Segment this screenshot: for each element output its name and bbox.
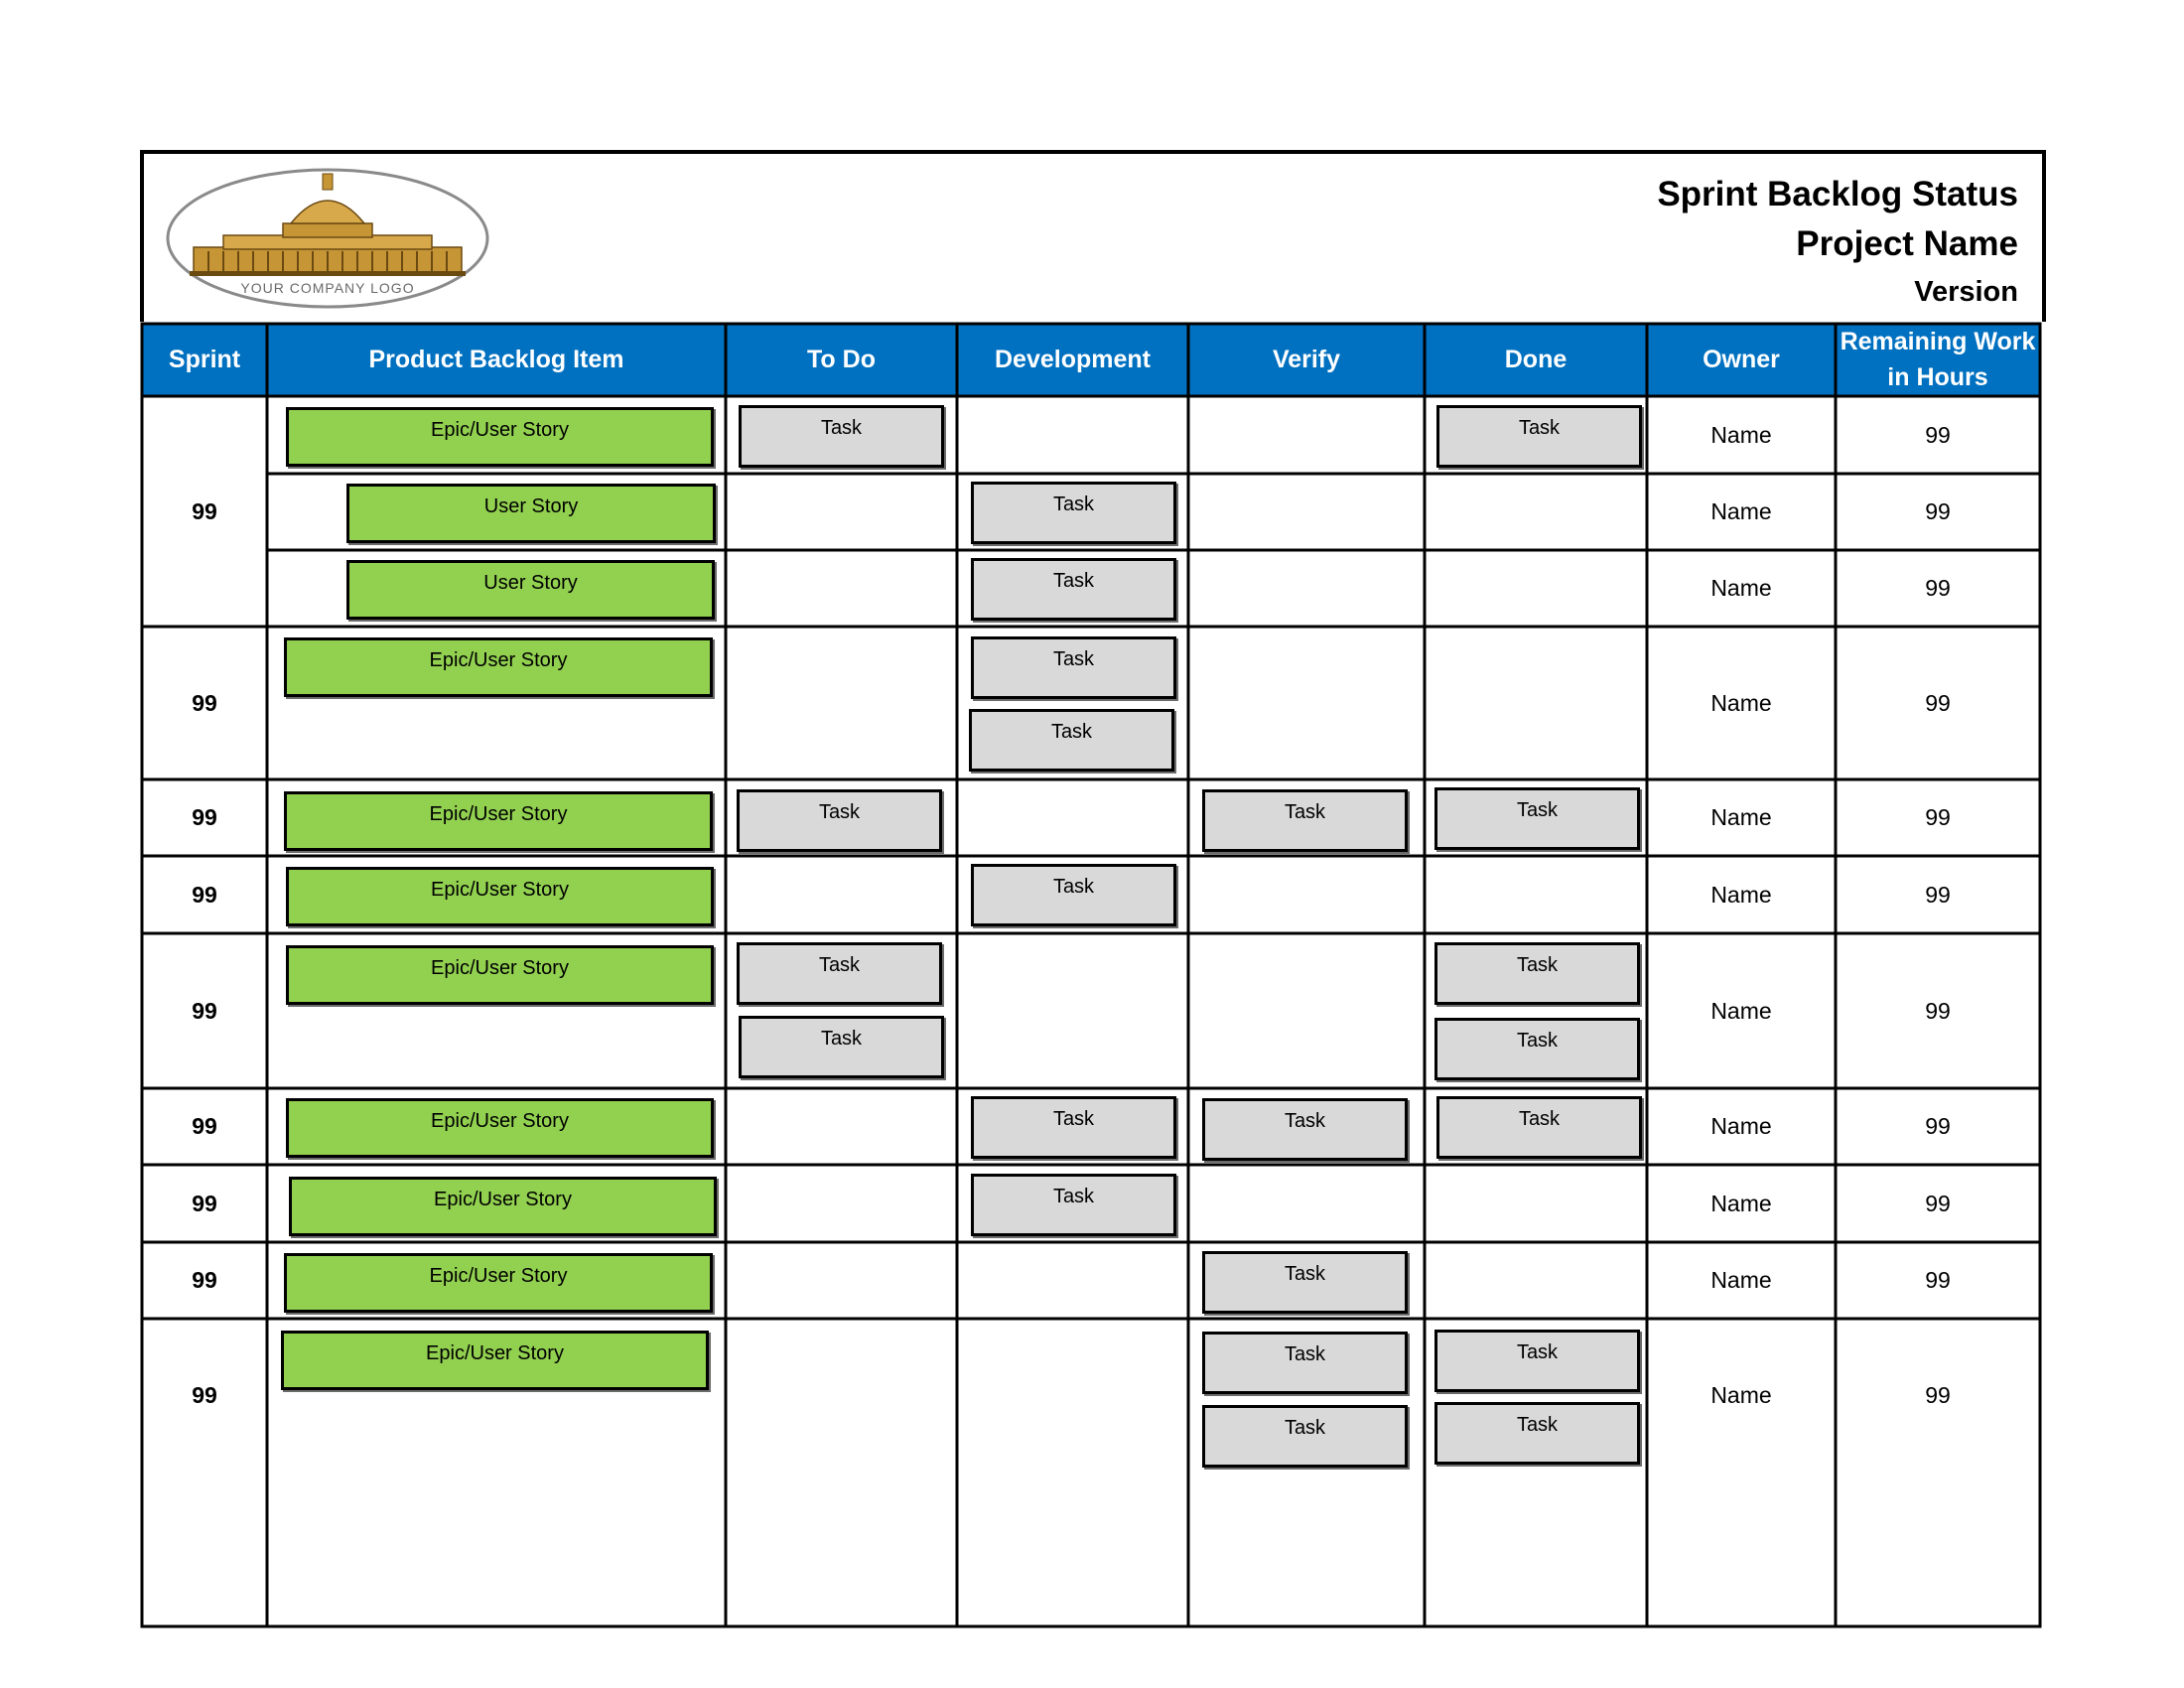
owner-name: Name xyxy=(1710,1381,1772,1408)
sprint-number: 99 xyxy=(192,1267,217,1293)
sprint-number: 99 xyxy=(192,997,217,1024)
task-card[interactable]: Task xyxy=(969,709,1174,772)
owner-name: Name xyxy=(1710,1267,1772,1293)
epic-user-story-card[interactable]: Epic/User Story xyxy=(286,945,714,1005)
remaining-hours: 99 xyxy=(1925,804,1951,830)
remaining-hours: 99 xyxy=(1925,881,1951,908)
col-header-sprint: Sprint xyxy=(168,346,241,373)
owner-name: Name xyxy=(1710,498,1772,524)
remaining-hours: 99 xyxy=(1925,1381,1951,1408)
task-card[interactable]: Task xyxy=(971,1174,1176,1236)
col-header-development: Development xyxy=(995,346,1151,373)
report-titles xyxy=(1657,170,2018,315)
report-title: Sprint Backlog Status xyxy=(1657,175,2018,213)
task-card[interactable]: Task xyxy=(971,864,1176,926)
owner-name: Name xyxy=(1710,575,1772,601)
task-card[interactable]: Task xyxy=(1202,1098,1408,1161)
col-header-backlog-item: Product Backlog Item xyxy=(368,346,624,373)
owner-name: Name xyxy=(1710,997,1772,1024)
sprint-number: 99 xyxy=(192,804,217,830)
col-header-remaining-line1: Remaining Work xyxy=(1840,328,2036,355)
sprint-number: 99 xyxy=(192,881,217,908)
backlog-table xyxy=(140,322,2046,1630)
owner-name: Name xyxy=(1710,1113,1772,1139)
user-story-card[interactable]: User Story xyxy=(346,560,715,620)
logo-text: YOUR COMPANY LOGO xyxy=(240,280,415,296)
company-logo xyxy=(164,166,491,311)
task-card[interactable]: Task xyxy=(1434,1330,1640,1392)
sprint-number: 99 xyxy=(192,1190,217,1216)
owner-name: Name xyxy=(1710,1190,1772,1216)
task-card[interactable]: Task xyxy=(1434,787,1640,850)
remaining-hours: 99 xyxy=(1925,575,1951,601)
owner-name: Name xyxy=(1710,421,1772,448)
epic-user-story-card[interactable]: Epic/User Story xyxy=(286,867,714,926)
user-story-card[interactable]: User Story xyxy=(346,484,716,543)
task-card[interactable]: Task xyxy=(1202,1405,1408,1468)
remaining-hours: 99 xyxy=(1925,997,1951,1024)
task-card[interactable]: Task xyxy=(971,1096,1176,1159)
task-card[interactable]: Task xyxy=(1202,1251,1408,1314)
remaining-hours: 99 xyxy=(1925,421,1951,448)
sprint-number: 99 xyxy=(192,1113,217,1139)
col-header-owner: Owner xyxy=(1703,346,1780,373)
col-header-remaining-line2: in Hours xyxy=(1887,363,1988,391)
epic-user-story-card[interactable]: Epic/User Story xyxy=(286,1098,714,1158)
sprint-number: 99 xyxy=(192,497,217,524)
sprint-number: 99 xyxy=(192,1381,217,1408)
col-header-remaining xyxy=(1836,324,2040,395)
remaining-hours: 99 xyxy=(1925,1190,1951,1216)
col-header-todo: To Do xyxy=(807,346,876,373)
owner-name: Name xyxy=(1710,881,1772,908)
task-card[interactable]: Task xyxy=(971,482,1176,544)
epic-user-story-card[interactable]: Epic/User Story xyxy=(284,791,713,851)
epic-user-story-card[interactable]: Epic/User Story xyxy=(284,1253,713,1313)
sprint-number: 99 xyxy=(192,689,217,716)
col-header-done: Done xyxy=(1504,346,1568,373)
task-card[interactable]: Task xyxy=(971,636,1176,699)
project-name: Project Name xyxy=(1796,224,2018,263)
task-card[interactable]: Task xyxy=(971,558,1176,621)
task-card[interactable]: Task xyxy=(1434,1018,1640,1080)
remaining-hours: 99 xyxy=(1925,1113,1951,1139)
task-card[interactable]: Task xyxy=(737,789,942,852)
task-card[interactable]: Task xyxy=(1436,1096,1642,1159)
remaining-hours: 99 xyxy=(1925,689,1951,716)
task-card[interactable]: Task xyxy=(739,1016,944,1078)
task-card[interactable]: Task xyxy=(1434,942,1640,1005)
task-card[interactable]: Task xyxy=(739,405,944,468)
epic-user-story-card[interactable]: Epic/User Story xyxy=(281,1331,709,1390)
col-header-verify: Verify xyxy=(1272,346,1341,373)
task-card[interactable]: Task xyxy=(1436,405,1642,468)
epic-user-story-card[interactable]: Epic/User Story xyxy=(284,637,713,697)
remaining-hours: 99 xyxy=(1925,498,1951,524)
remaining-hours: 99 xyxy=(1925,1267,1951,1293)
epic-user-story-card[interactable]: Epic/User Story xyxy=(289,1177,717,1236)
version-label: Version xyxy=(1914,276,2018,308)
owner-name: Name xyxy=(1710,689,1772,716)
owner-name: Name xyxy=(1710,804,1772,830)
task-card[interactable]: Task xyxy=(737,942,942,1005)
task-card[interactable]: Task xyxy=(1434,1402,1640,1465)
report-header xyxy=(140,150,2046,322)
task-card[interactable]: Task xyxy=(1202,1332,1408,1394)
epic-user-story-card[interactable]: Epic/User Story xyxy=(286,407,714,467)
task-card[interactable]: Task xyxy=(1202,789,1408,852)
